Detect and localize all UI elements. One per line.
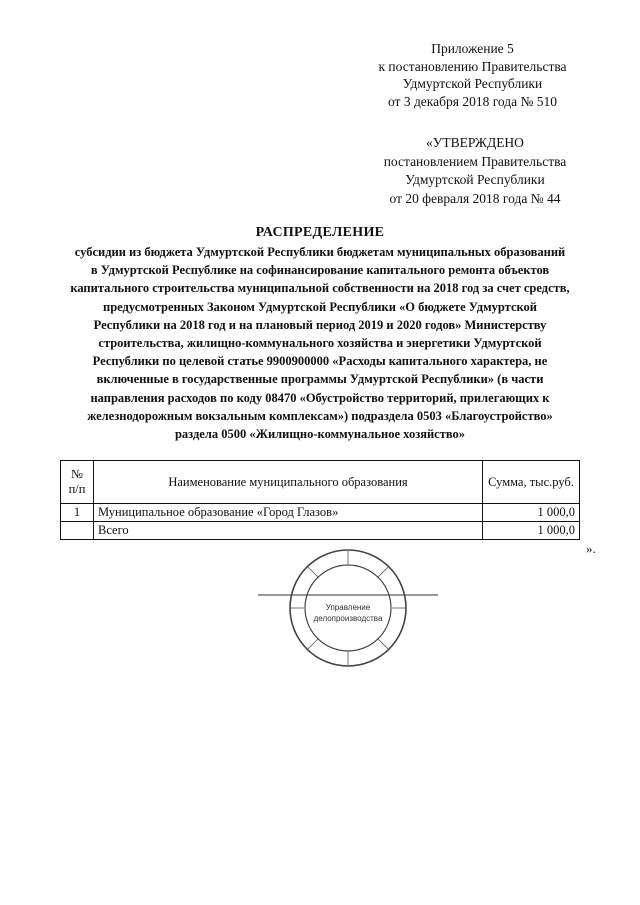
- body-line: строительства, жилищно-коммунального хозяйства и энергетики Удмуртской: [98, 336, 542, 351]
- body-line: раздела 0500 «Жилищно-коммунальное хозяйство»: [174, 427, 466, 442]
- body-line: железнодорожным вокзальным комплексам») подраздела 0503 «Благоустройство»: [87, 408, 553, 423]
- row-name: Всего: [94, 522, 483, 540]
- body-line: Республики по целевой статье 9900900000 «Расходы капитального характера, не: [92, 354, 548, 369]
- table-header-row: [61, 461, 580, 504]
- header-name: Наименование муниципального образования: [94, 461, 483, 504]
- approved-line: Удмуртской Республики: [405, 172, 545, 187]
- header-number-line2: п/п: [68, 482, 86, 496]
- header-sum: Сумма, тыс.руб.: [483, 461, 580, 504]
- row-number: 1: [61, 504, 94, 522]
- closing-quote: ».: [586, 541, 596, 556]
- table-row: [61, 504, 580, 522]
- table-total-row: [61, 522, 580, 540]
- body-line: включенные в государственные программы Удмуртской Республики» (в части: [96, 372, 544, 387]
- stamp-center-line1: Управление: [325, 603, 371, 612]
- row-sum: 1 000,0: [483, 522, 580, 540]
- appendix-line: Удмуртской Республики: [402, 76, 543, 91]
- approved-block: [375, 134, 575, 208]
- body-line: субсидии из бюджета Удмуртской Республики бюджетам муниципальных образований: [74, 245, 566, 259]
- header-number-line1: №: [71, 467, 83, 481]
- appendix-line: к постановлению Правительства: [378, 58, 567, 74]
- body-line: капитального строительства муниципальной собственности на 2018 год за счет средств,: [70, 281, 570, 296]
- approved-line: «УТВЕРЖДЕНО: [426, 135, 524, 150]
- header-number: [61, 461, 94, 504]
- body-line: в Удмуртской Республике на софинансирование капитального ремонта объектов: [90, 263, 550, 278]
- approved-line: постановлением Правительства: [383, 153, 567, 169]
- body-line: Республики на 2018 год и на плановый период 2019 и 2020 годов» Министерству: [93, 317, 547, 332]
- row-name: Муниципальное образование «Город Глазов»: [94, 504, 483, 522]
- appendix-block: [370, 40, 575, 110]
- body-line: предусмотренных Законом Удмуртской Республики «О бюджете Удмуртской: [103, 299, 537, 314]
- document-body: [55, 243, 585, 443]
- distribution-table: [60, 460, 580, 540]
- row-number: [61, 522, 94, 540]
- official-stamp: [258, 548, 438, 678]
- document-title: РАСПРЕДЕЛЕНИЕ: [255, 225, 385, 240]
- row-sum: 1 000,0: [483, 504, 580, 522]
- appendix-line: от 3 декабря 2018 года № 510: [387, 93, 558, 109]
- stamp-center-line2: делопроизводства: [313, 614, 383, 623]
- body-line: направления расходов по коду 08470 «Обустройство территорий, прилегающих к: [90, 390, 550, 405]
- appendix-line: Приложение 5: [431, 41, 514, 56]
- approved-line: от 20 февраля 2018 года № 44: [389, 190, 561, 206]
